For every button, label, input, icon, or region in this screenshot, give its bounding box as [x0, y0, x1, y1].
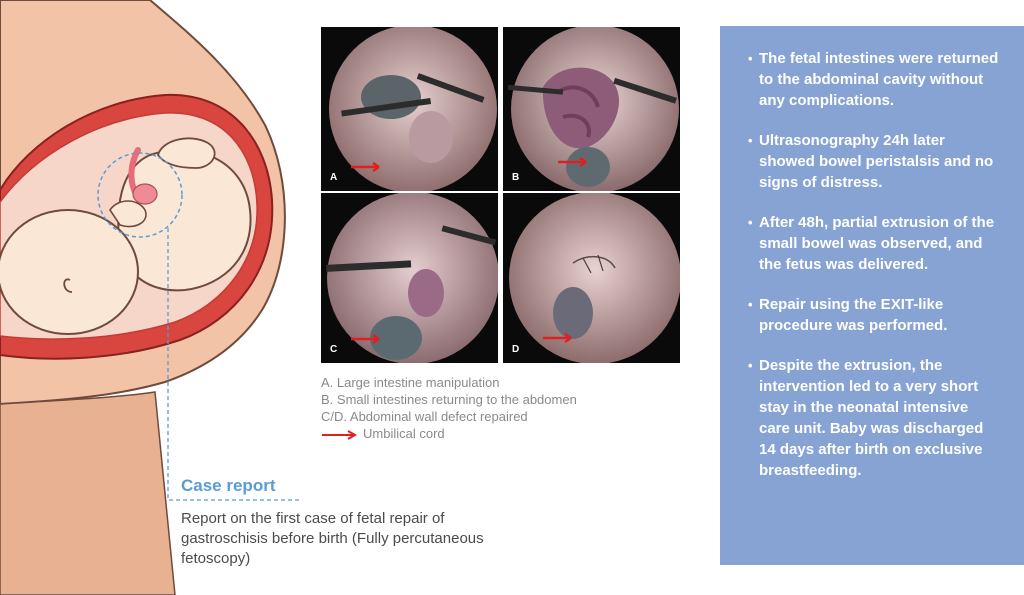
- fetus-head: [0, 210, 138, 334]
- finding-item: • Repair using the EXIT-like procedure was performed.: [748, 294, 1000, 336]
- fetoscopy-photo-a: [321, 27, 498, 191]
- finding-item: • Despite the extrusion, the intervention led to a very short stay in the neonatal intensive care unit. Baby was discharged 14 days after birth on exclusive breastfeeding.: [748, 355, 1000, 481]
- legend-item-arrow: [321, 425, 681, 442]
- fetoscopy-photo-b: [503, 27, 680, 191]
- figure-legend: [321, 374, 681, 442]
- case-report-description: Report on the first case of fetal repair of gastroschisis before birth (Fully percutaneous fetoscopy): [181, 510, 484, 567]
- legend-item-cd: C/D. Abdominal wall defect repaired: [321, 409, 528, 424]
- finding-item: • Ultrasonography 24h later showed bowel peristalsis and no signs of distress.: [748, 130, 1000, 193]
- fetoscopy-view-c: [321, 193, 498, 363]
- panel-letter: C: [330, 344, 338, 355]
- fetoscopy-view-b: [503, 27, 680, 191]
- extruded-bowel: [133, 184, 157, 204]
- fetoscopy-view-d: [503, 193, 680, 363]
- findings-list: [748, 48, 1000, 481]
- fetoscopy-photo-grid: [321, 27, 680, 363]
- finding-item: • After 48h, partial extrusion of the small bowel was observed, and the fetus was delivered.: [748, 212, 1000, 275]
- fetoscopy-view-a: [321, 27, 498, 191]
- case-report-title: Case report: [181, 476, 276, 495]
- legend-arrow-label: Umbilical cord: [363, 426, 445, 441]
- findings-box: [720, 26, 1024, 565]
- panel-letter: B: [512, 172, 520, 183]
- fetoscopy-photo-d: [503, 193, 680, 363]
- legend-item-a: A. Large intestine manipulation: [321, 375, 500, 390]
- panel-letter: D: [512, 344, 520, 355]
- maternal-lower-body: [0, 392, 175, 595]
- fetoscopy-photo-c: [321, 193, 498, 363]
- legend-item-b: B. Small intestines returning to the abdomen: [321, 392, 577, 407]
- finding-item: • The fetal intestines were returned to the abdominal cavity without any complications.: [748, 48, 1000, 111]
- pregnancy-illustration: [0, 0, 300, 595]
- panel-letter: A: [330, 172, 338, 183]
- red-arrow-icon: [321, 430, 357, 440]
